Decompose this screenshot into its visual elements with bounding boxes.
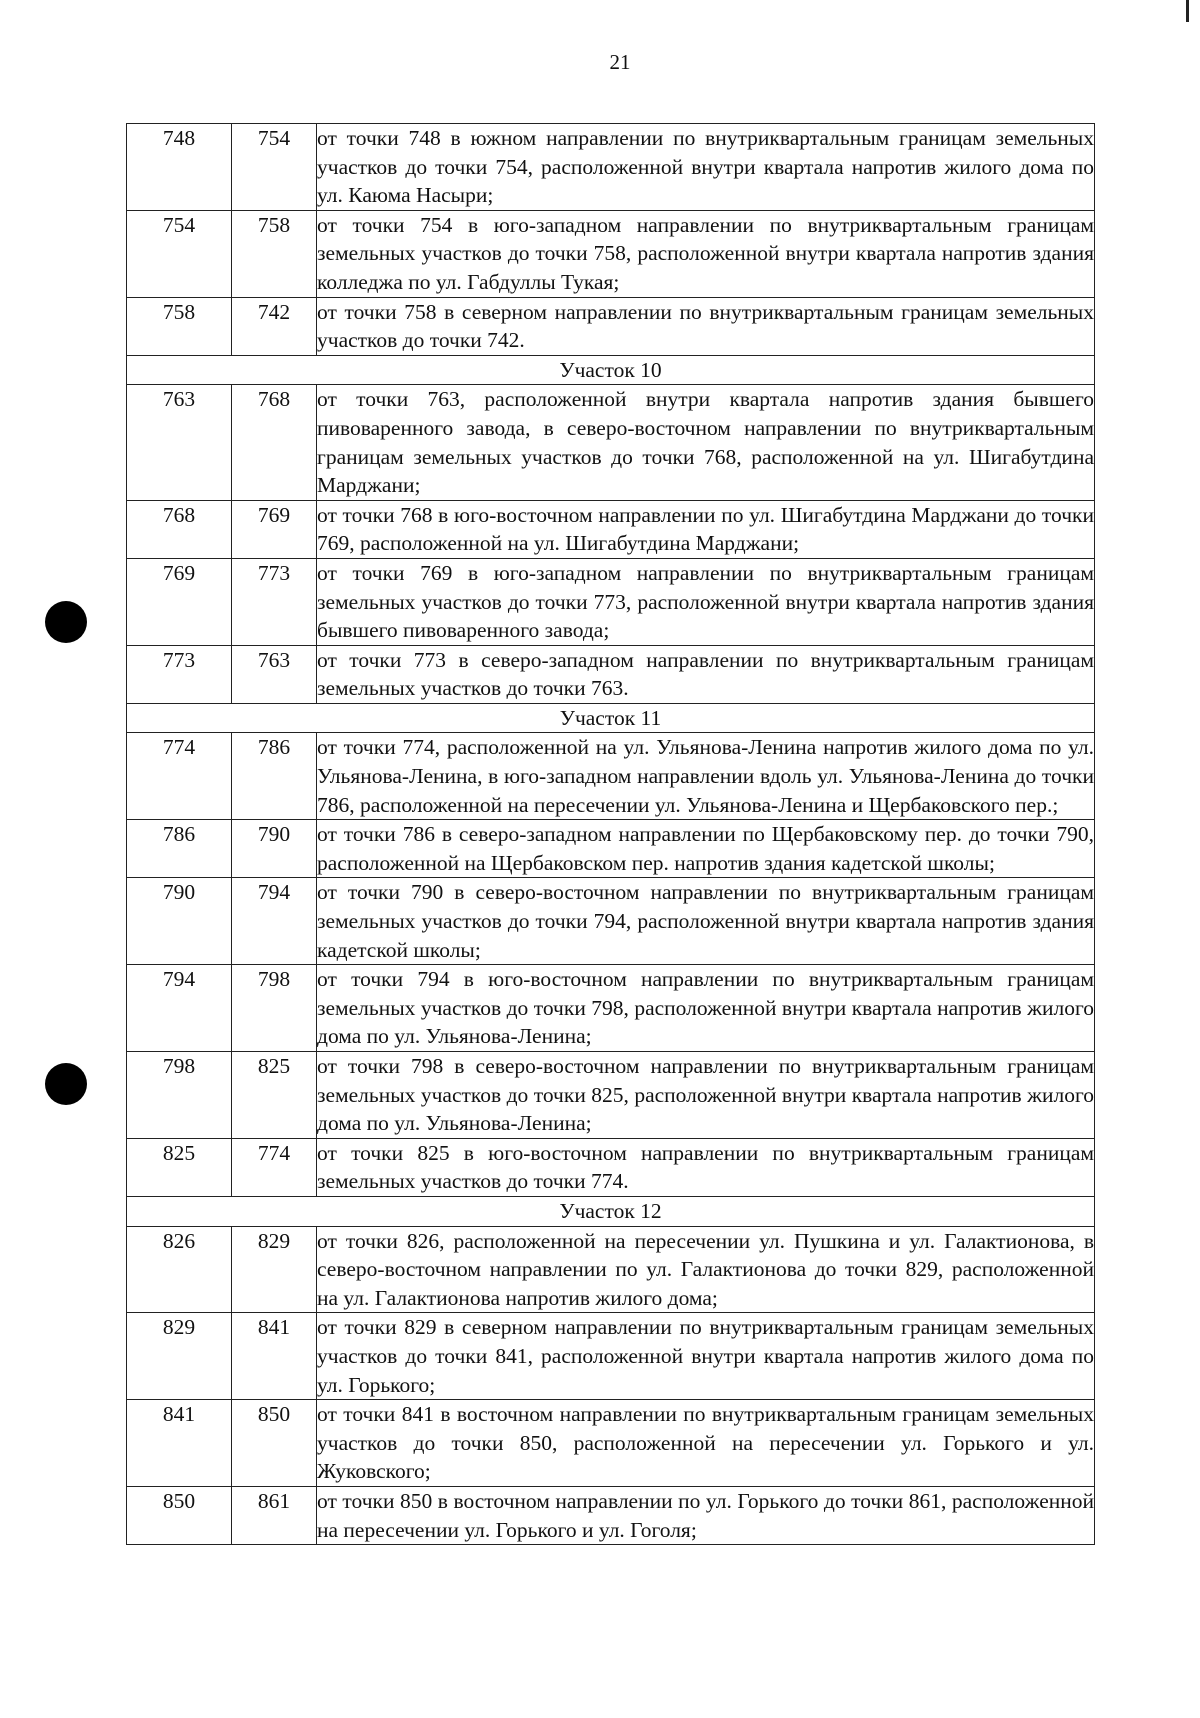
page-number: 21: [609, 50, 631, 74]
table-row: [127, 878, 1095, 965]
route-description-cell: от точки 786 в северо-западном направлении по Щербаковскому пер. до точки 790, расположенной на Щербаковском пер. напротив здания кадетской школы;: [317, 820, 1095, 878]
to-point-cell: 758: [232, 210, 317, 297]
to-point-cell: 754: [232, 124, 317, 211]
punch-hole-mark: [45, 601, 87, 643]
to-point-cell: 829: [232, 1226, 317, 1313]
section-title: Участок 11: [127, 703, 1095, 733]
from-point-cell: 825: [127, 1138, 232, 1196]
from-point-cell: 850: [127, 1486, 232, 1544]
to-point-cell: 841: [232, 1313, 317, 1400]
from-point-cell: 763: [127, 385, 232, 500]
table-row: [127, 1486, 1095, 1544]
from-point-cell: 826: [127, 1226, 232, 1313]
table-row: [127, 820, 1095, 878]
section-title: Участок 10: [127, 355, 1095, 385]
from-point-cell: 769: [127, 558, 232, 645]
boundary-points-table: [126, 123, 1095, 1545]
route-description-cell: от точки 798 в северо-восточном направлении по внутриквартальным границам земельных участков до точки 825, расположенной внутри квартала напротив жилого дома по ул. Ульянова-Ленина;: [317, 1052, 1095, 1139]
table-row: [127, 1138, 1095, 1196]
from-point-cell: 774: [127, 733, 232, 820]
route-description-cell: от точки 794 в юго-восточном направлении по внутриквартальным границам земельных участков до точки 798, расположенной внутри квартала напротив жилого дома по ул. Ульянова-Ленина;: [317, 965, 1095, 1052]
route-description-cell: от точки 754 в юго-западном направлении по внутриквартальным границам земельных участков до точки 758, расположенной внутри квартала напротив здания колледжа по ул. Габдуллы Тукая;: [317, 210, 1095, 297]
table-row: [127, 385, 1095, 500]
from-point-cell: 768: [127, 500, 232, 558]
from-point-cell: 794: [127, 965, 232, 1052]
route-description-cell: от точки 790 в северо-восточном направлении по внутриквартальным границам земельных участков до точки 794, расположенной внутри квартала напротив здания кадетской школы;: [317, 878, 1095, 965]
to-point-cell: 861: [232, 1486, 317, 1544]
from-point-cell: 758: [127, 297, 232, 355]
section-header-row: [127, 703, 1095, 733]
table-row: [127, 965, 1095, 1052]
table-row: [127, 1052, 1095, 1139]
from-point-cell: 829: [127, 1313, 232, 1400]
route-description-cell: от точки 769 в юго-западном направлении по внутриквартальным границам земельных участков до точки 773, расположенной внутри квартала напротив здания бывшего пивоваренного завода;: [317, 558, 1095, 645]
from-point-cell: 773: [127, 645, 232, 703]
section-header-row: [127, 355, 1095, 385]
table-row: [127, 124, 1095, 211]
route-description-cell: от точки 826, расположенной на пересечении ул. Пушкина и ул. Галактионова, в северо-восточном направлении по ул. Галактионова до точки 829, расположенной на ул. Галактионова напротив жилого дома;: [317, 1226, 1095, 1313]
table-row: [127, 733, 1095, 820]
to-point-cell: 774: [232, 1138, 317, 1196]
punch-hole-mark: [45, 1063, 87, 1105]
route-description-cell: от точки 829 в северном направлении по внутриквартальным границам земельных участков до точки 841, расположенной внутри квартала напротив жилого дома по ул. Горького;: [317, 1313, 1095, 1400]
to-point-cell: 763: [232, 645, 317, 703]
from-point-cell: 748: [127, 124, 232, 211]
section-title: Участок 12: [127, 1196, 1095, 1226]
route-description-cell: от точки 768 в юго-восточном направлении по ул. Шигабутдина Марджани до точки 769, расположенной на ул. Шигабутдина Марджани;: [317, 500, 1095, 558]
table-row: [127, 1313, 1095, 1400]
table-row: [127, 645, 1095, 703]
from-point-cell: 798: [127, 1052, 232, 1139]
route-description-cell: от точки 774, расположенной на ул. Ульянова-Ленина напротив жилого дома по ул. Ульянова-Ленина, в юго-западном направлении вдоль ул. Ульянова-Ленина до точки 786, расположенной на пересечении ул. Ульянова-Ленина и Щербаковского пер.;: [317, 733, 1095, 820]
to-point-cell: 790: [232, 820, 317, 878]
table-row: [127, 558, 1095, 645]
from-point-cell: 841: [127, 1400, 232, 1487]
table-row: [127, 297, 1095, 355]
table-row: [127, 500, 1095, 558]
to-point-cell: 786: [232, 733, 317, 820]
to-point-cell: 794: [232, 878, 317, 965]
section-header-row: [127, 1196, 1095, 1226]
table-row: [127, 1226, 1095, 1313]
to-point-cell: 768: [232, 385, 317, 500]
route-description-cell: от точки 748 в южном направлении по внутриквартальным границам земельных участков до точки 754, расположенной внутри квартала напротив жилого дома по ул. Каюма Насыри;: [317, 124, 1095, 211]
route-description-cell: от точки 841 в восточном направлении по внутриквартальным границам земельных участков до точки 850, расположенной на пересечении ул. Горького и ул. Жуковского;: [317, 1400, 1095, 1487]
from-point-cell: 754: [127, 210, 232, 297]
route-description-cell: от точки 825 в юго-восточном направлении по внутриквартальным границам земельных участков до точки 774.: [317, 1138, 1095, 1196]
to-point-cell: 742: [232, 297, 317, 355]
table-row: [127, 1400, 1095, 1487]
to-point-cell: 773: [232, 558, 317, 645]
route-description-cell: от точки 773 в северо-западном направлении по внутриквартальным границам земельных участков до точки 763.: [317, 645, 1095, 703]
to-point-cell: 850: [232, 1400, 317, 1487]
from-point-cell: 786: [127, 820, 232, 878]
from-point-cell: 790: [127, 878, 232, 965]
to-point-cell: 798: [232, 965, 317, 1052]
route-description-cell: от точки 763, расположенной внутри квартала напротив здания бывшего пивоваренного завода, в северо-восточном направлении по внутриквартальным границам земельных участков до точки 768, расположенной на ул. Шигабутдина Марджани;: [317, 385, 1095, 500]
to-point-cell: 769: [232, 500, 317, 558]
route-description-cell: от точки 850 в восточном направлении по ул. Горького до точки 861, расположенной на пересечении ул. Горького и ул. Гоголя;: [317, 1486, 1095, 1544]
to-point-cell: 825: [232, 1052, 317, 1139]
route-description-cell: от точки 758 в северном направлении по внутриквартальным границам земельных участков до точки 742.: [317, 297, 1095, 355]
scan-edge-mark: [1186, 0, 1189, 22]
table-row: [127, 210, 1095, 297]
